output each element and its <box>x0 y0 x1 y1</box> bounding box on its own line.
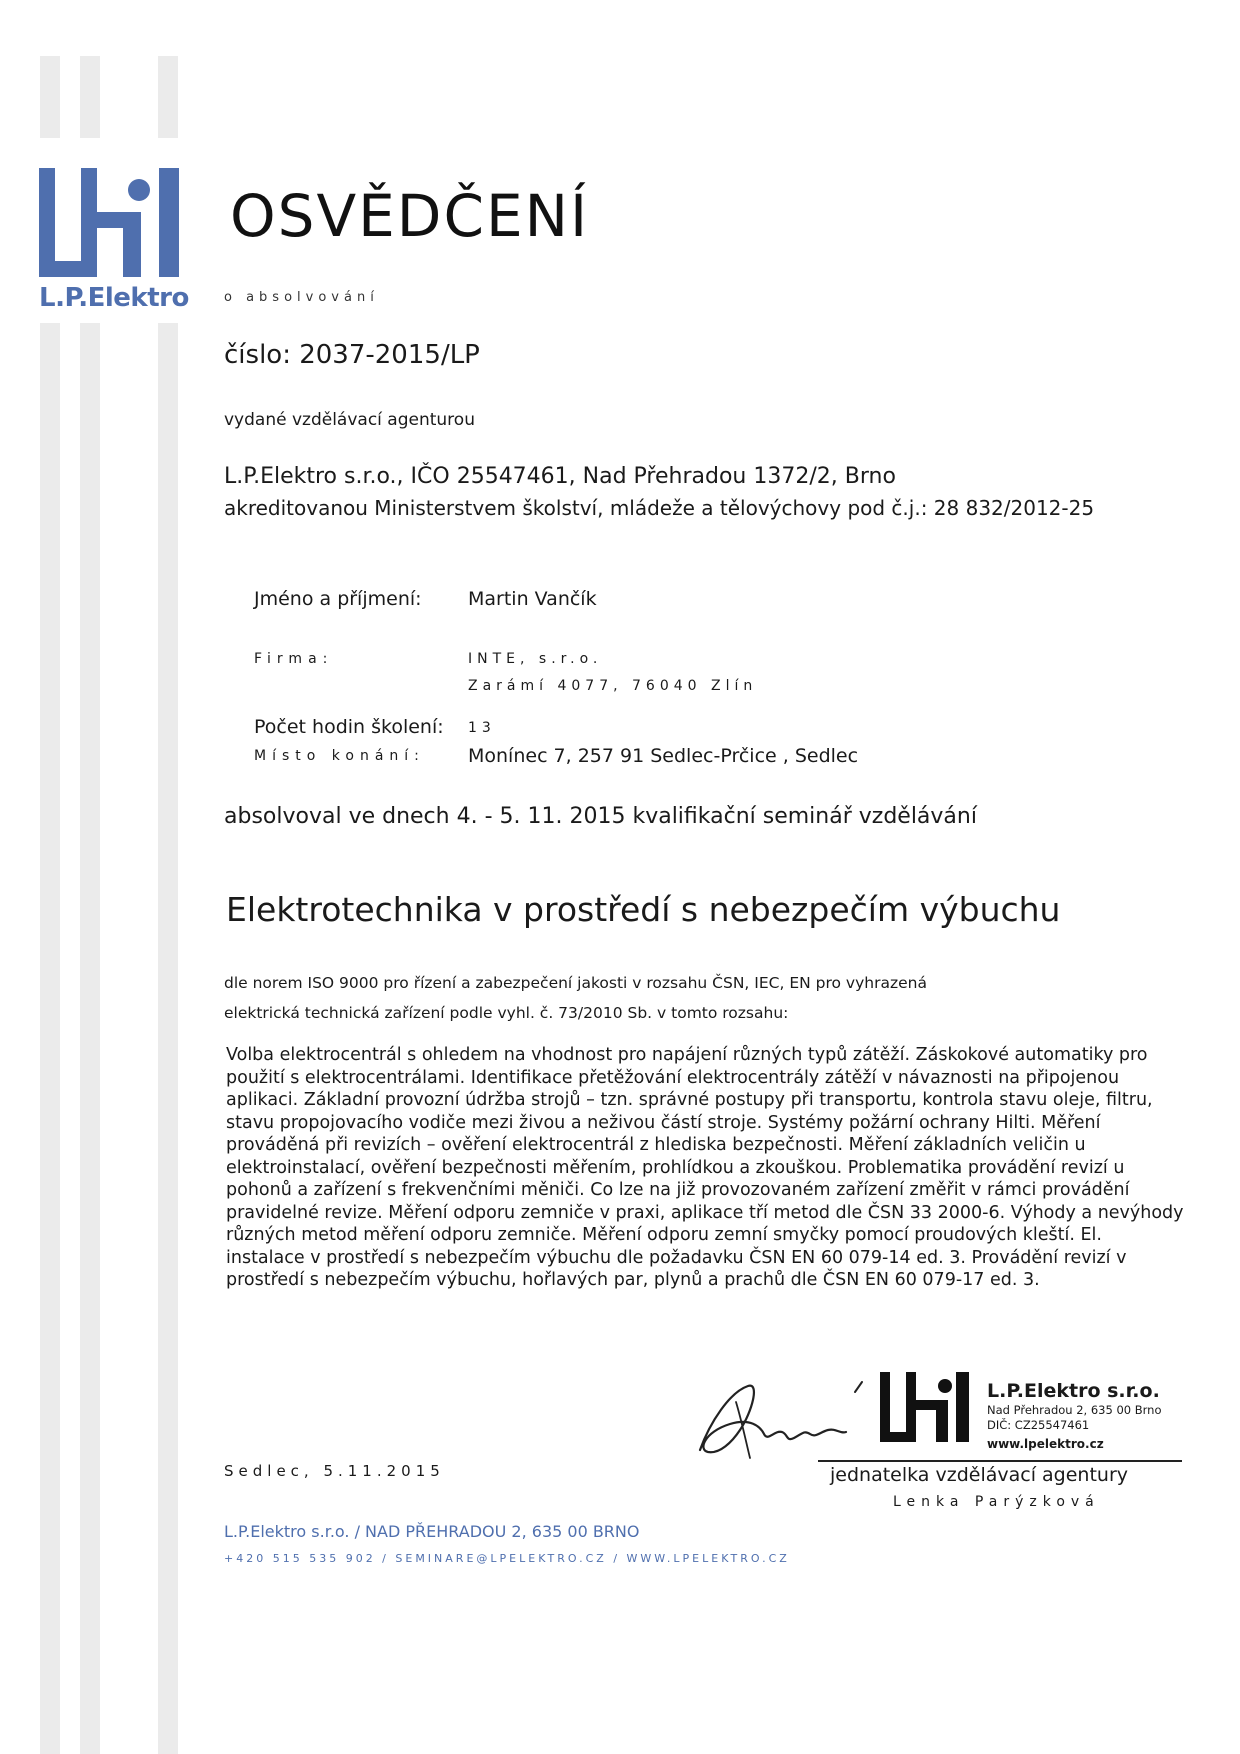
certificate-number: číslo: 2037-2015/LP <box>224 340 480 370</box>
footer-address: L.P.Elektro s.r.o. / NAD PŘEHRADOU 2, 635 00 BRNO <box>224 1522 640 1541</box>
signature-line <box>818 1460 1182 1462</box>
course-title: Elektrotechnika v prostředí s nebezpečím výbuchu <box>226 890 1061 929</box>
certificate-title: OSVĚDČENÍ <box>230 182 590 250</box>
standards-line: dle norem ISO 9000 pro řízení a zabezpečení jakosti v rozsahu ČSN, IEC, EN pro vyhrazená <box>224 974 927 992</box>
footer-contact: +420 515 535 902 / SEMINARE@LPELEKTRO.CZ / WWW.LPELEKTRO.CZ <box>224 1552 790 1565</box>
hours-value: 13 <box>468 720 496 736</box>
participant-name: Martin Vančík <box>468 588 597 610</box>
accreditation-text: akreditovanou Ministerstvem školství, mládeže a tělovýchovy pod č.j.: 28 832/2012-25 <box>224 496 1095 520</box>
stamp-dic: DIČ: CZ25547461 <box>987 1418 1090 1432</box>
venue-label: Místo konání: <box>254 748 425 764</box>
logo-text: L.P.Elektro <box>39 283 189 313</box>
name-label: Jméno a příjmení: <box>254 588 422 610</box>
issued-by-text: vydané vzdělávací agenturou <box>224 410 475 430</box>
stamp-address: Nad Přehradou 2, 635 00 Brno <box>987 1403 1162 1417</box>
standards-text <box>224 968 1104 1028</box>
course-content: Volba elektrocentrál s ohledem na vhodnost pro napájení různých typů zátěží. Záskokové automatiky pro použití s elektrocentrálami. Identifikace přetěžování elektrocentrály zátěží v návaznosti na připojenou aplikaci. Základní provozní údržba strojů – tzn. správné postupy při transportu, kontrola stavu oleje, filtru, stavu propojovacího vodiče mezi živou a neživou částí stroje. Systémy požární ochrany Hilti. Měření prováděná při revizích – ověření elektrocentrál z hlediska bezpečnosti. Měření základních veličin u elektroinstalací, ověření bezpečnosti měřením, prohlídkou a zkouškou. Problematika provádění revizí u pohonů a zařízení s frekvenčními měniči. Co lze na již provozovaném zařízení změřit v rámci provádění pravidelné revize. Měření odporu zemniče v praxi, aplikace tří metod dle ČSN 33 2000-6. Výhody a nevýhody různých metod měření odporu zemniče. Měření odporu zemní smyčky pomocí proudových kleští. El. instalace v prostředí s nebezpečím výbuchu dle požadavku ČSN EN 60 079-14 ed. 3. Provádění revizí v prostředí s nebezpečím výbuchu, hořlavých par, plynů a prachů dle ČSN EN 60 079-17 ed. 3. <box>226 1045 1184 1290</box>
director-name: Lenka Parýzková <box>893 1494 1100 1510</box>
company-address: Zarámí 4077, 76040 Zlín <box>468 678 758 694</box>
hours-label: Počet hodin školení: <box>254 716 444 738</box>
director-role: jednatelka vzdělávací agentury <box>830 1464 1129 1486</box>
company-name: INTE, s.r.o. <box>468 651 603 667</box>
signature-icon <box>690 1372 870 1462</box>
certificate-subtitle: o absolvování <box>224 290 379 305</box>
stamp-logo-icon <box>880 1372 970 1442</box>
standards-line: elektrická technická zařízení podle vyhl. č. 73/2010 Sb. v tomto rozsahu: <box>224 1004 789 1022</box>
venue-value: Monínec 7, 257 91 Sedlec-Prčice , Sedlec <box>468 745 859 767</box>
place-date: Sedlec, 5.11.2015 <box>224 1462 445 1480</box>
completion-text: absolvoval ve dnech 4. - 5. 11. 2015 kvalifikační seminář vzdělávání <box>224 804 977 829</box>
stamp-web: www.lpelektro.cz <box>987 1437 1104 1451</box>
stamp-company: L.P.Elektro s.r.o. <box>987 1380 1160 1402</box>
company-label: Firma: <box>254 651 334 667</box>
issuer-text: L.P.Elektro s.r.o., IČO 25547461, Nad Přehradou 1372/2, Brno <box>224 464 896 489</box>
lp-elektro-logo-icon <box>39 168 179 277</box>
